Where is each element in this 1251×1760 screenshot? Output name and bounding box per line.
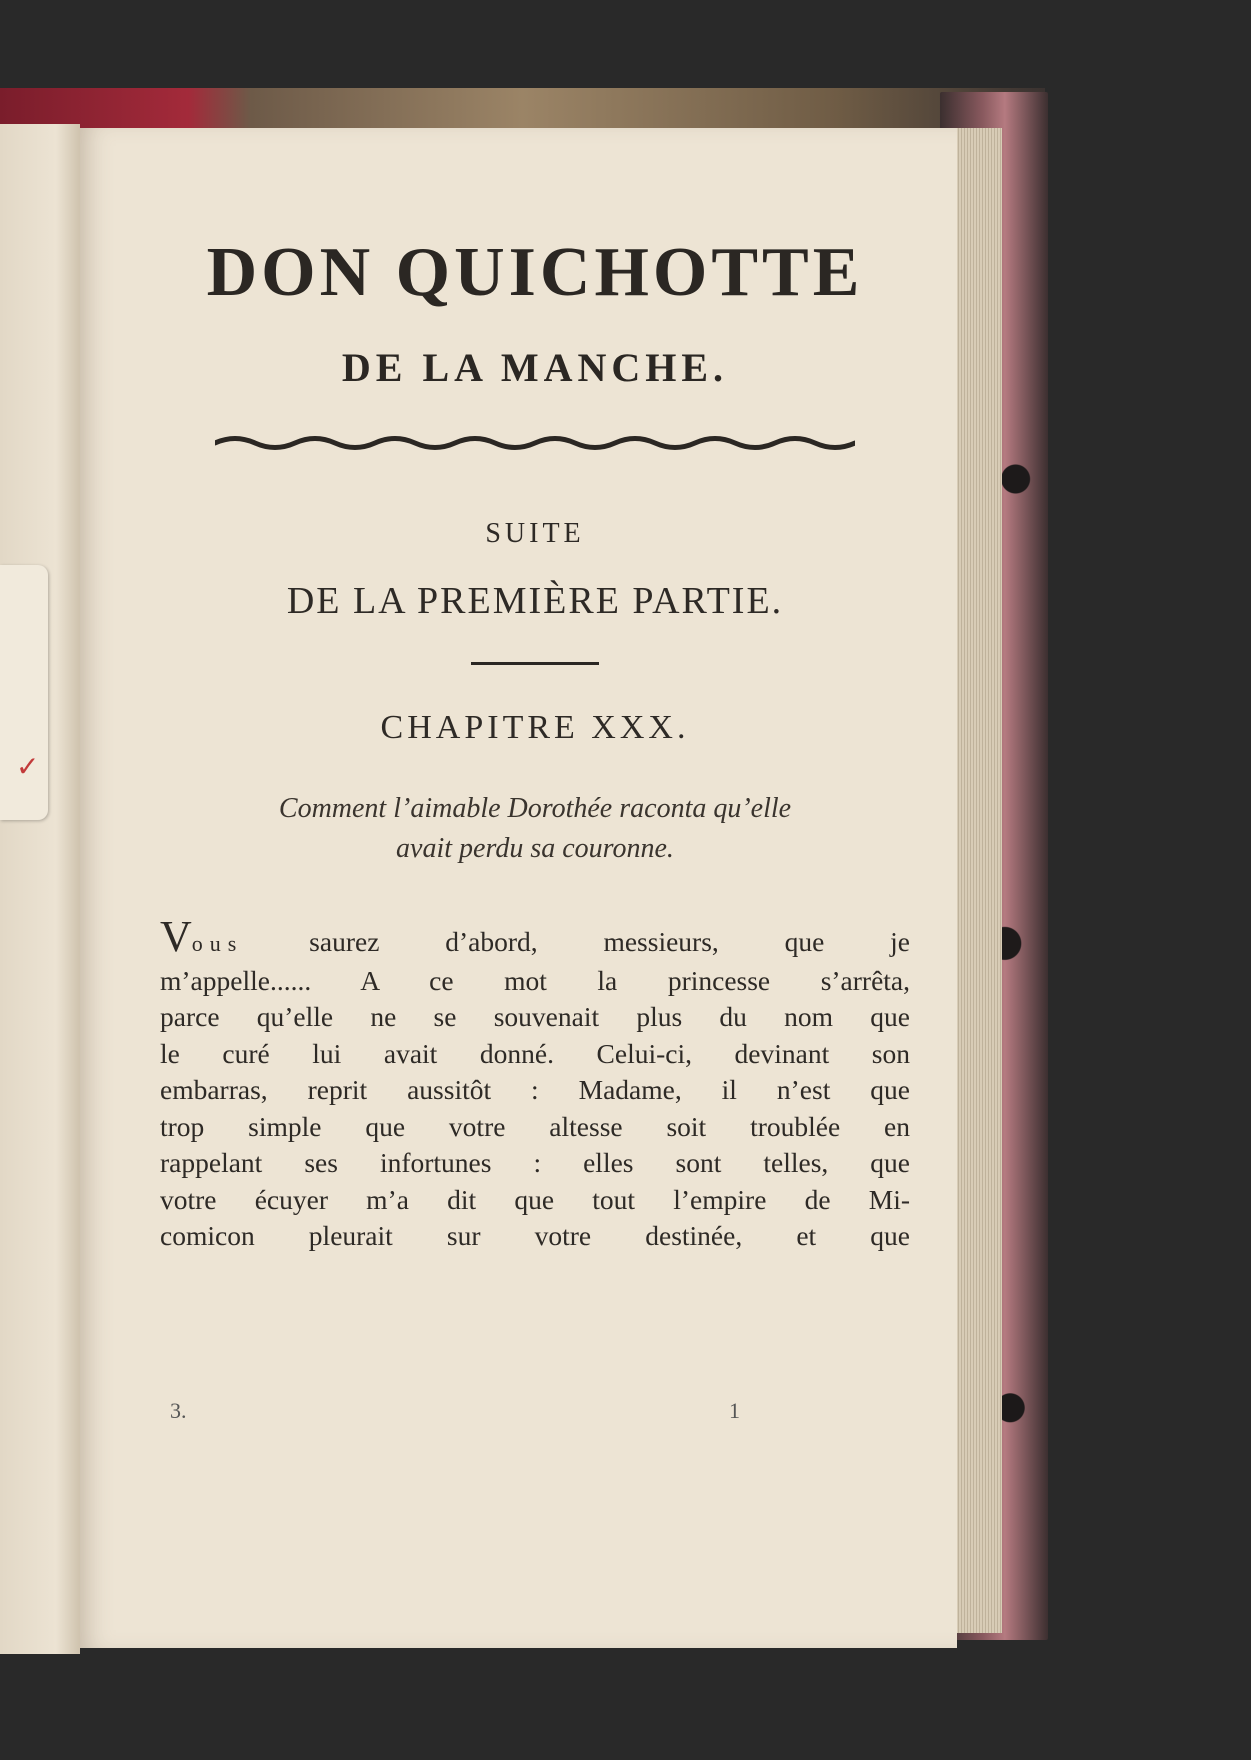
section-suite: SUITE [485,518,585,549]
summary-line: Comment l’aimable Dorothée raconta qu’elle [278,793,792,824]
summary-line: avait perdu sa couronne. [396,833,674,864]
page-edges [950,128,1002,1633]
body-line: parce qu’elle ne se souvenait plus du nom que [160,1001,910,1032]
body-line: m’appelle...... A ce mot la princesse s’arrêta, [160,964,910,996]
body-line: rappelant ses infortunes : elles sont telles, que [160,1147,910,1178]
folio-number: 1 [729,1398,740,1423]
first-word-rest: ous [191,931,244,956]
first-line-rest: saurez d’abord, messieurs, que je [309,926,910,957]
signature-mark: 3. [170,1398,187,1423]
page-content [160,234,910,1255]
body-line: comicon pleurait sur votre destinée, et que [160,1220,910,1251]
body-line: votre écuyer m’a dit que tout l’empire de Mi- [160,1183,910,1215]
checkmark-icon: ✓ [16,750,40,783]
page-footer [170,1398,740,1424]
section-part: DE LA PREMIÈRE PARTIE. [286,580,784,622]
body-line: embarras, reprit aussitôt : Madame, il n’est que [160,1074,910,1105]
body-line: le curé lui avait donné. Celui-ci, devinant son [160,1037,910,1069]
body-line-first [160,912,910,963]
book-title: DON QUICHOTTE [206,234,864,311]
chapter-summary [160,789,910,869]
book-page [80,128,957,1648]
left-page [0,124,80,1654]
ornamental-wave-rule [215,432,855,454]
body-line: trop simple que votre altesse soit troublée en [160,1110,910,1142]
chapter-heading: CHAPITRE XXX. [380,709,690,746]
drop-cap: V [160,912,192,961]
body-text [160,912,910,1255]
book-subtitle: DE LA MANCHE. [341,345,729,390]
divider-rule [471,662,599,665]
book-spine-top [0,88,1045,128]
